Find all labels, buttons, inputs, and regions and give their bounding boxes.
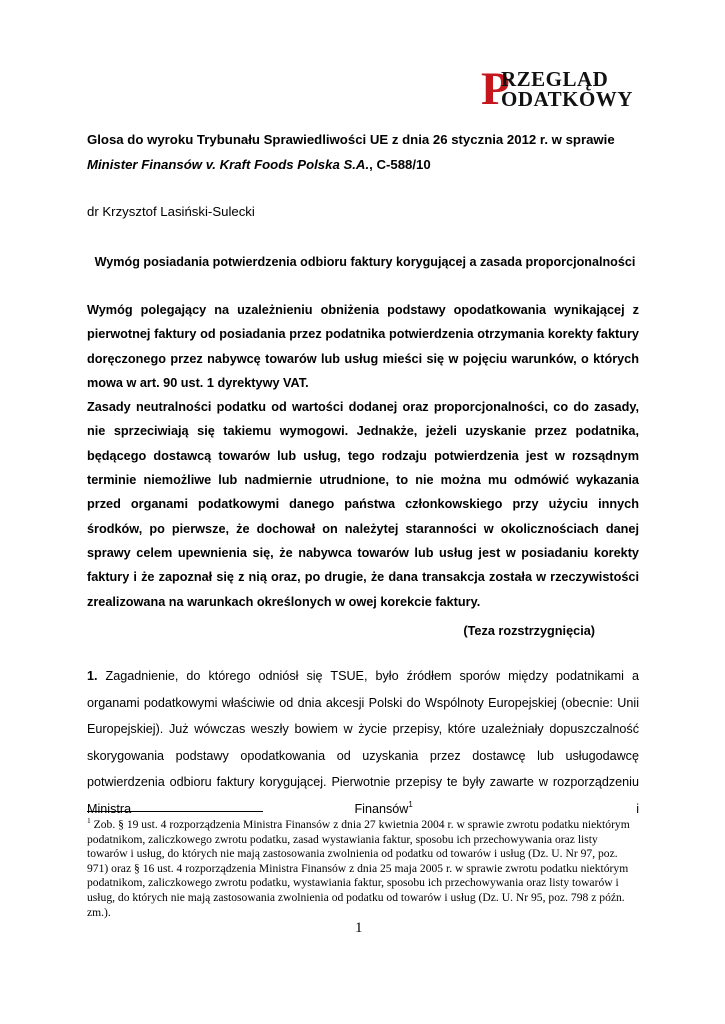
thesis-caption: (Teza rozstrzygnięcia)	[463, 624, 595, 638]
przeglad-podatkowy-logo	[481, 63, 633, 115]
body-text-end: i	[412, 801, 640, 816]
footnote-number: 1	[87, 816, 91, 825]
logo-line-1: RZEGLĄD	[501, 67, 609, 91]
footnote-1	[87, 818, 639, 920]
article-subtitle: Wymóg posiadania potwierdzenia odbioru faktury korygującej a zasada proporcjonalności	[94, 255, 636, 269]
document-title	[87, 127, 643, 177]
title-case-name: Minister Finansów v. Kraft Foods Polska S.A.	[87, 157, 370, 172]
footnote-text: Zob. § 19 ust. 4 rozporządzenia Ministra Finansów z dnia 27 kwietnia 2004 r. w sprawie zwrotu podatku niektórym podatnikom, zaliczkowego zwrotu podatku, zasad wystawiania faktur, sposobu ich przechowywania oraz listy towarów i usług, do których nie mają zastosowania zwolnienia od podatku od towarów i usług (Dz. U. Nr 97, poz. 971) oraz § 16 ust. 4 rozporządzenia Ministra Finansów z dnia 25 maja 2005 r. w sprawie zwrotu podatku niektórym podatnikom, zaliczkowego zwrotu podatku, wystawiania faktur, sposobu ich przechowywania oraz listy towarów i usług, do których nie mają zastosowania zwolnienia od podatku od towarów i usług (Dz. U. Nr 95, poz. 798 z późn. zm.).	[87, 818, 630, 919]
title-text-1: Glosa do wyroku Trybunału Sprawiedliwości UE z dnia 26 stycznia 2012 r. w sprawie	[87, 132, 615, 147]
section-number: 1.	[87, 669, 98, 683]
thesis-paragraph-1: Wymóg polegający na uzależnieniu obniżenia podstawy opodatkowania wynikającej z pierwotnej faktury od posiadania przez podatnika potwierdzenia otrzymania korekty faktury doręczonego przez nabywcę towarów lub usług mieści się w pojęciu warunków, o których mowa w art. 90 ust. 1 dyrektywy VAT.	[87, 303, 639, 390]
thesis-paragraph-2: Zasady neutralności podatku od wartości dodanej oraz proporcjonalności, co do zasady, nie sprzeciwiają się takiemu wymogowi. Jednakże, jeżeli uzyskanie przez podatnika, będącego dostawcą towarów lub usług, tego rodzaju potwierdzenia jest w rozsądnym terminie niemożliwe lub nadmiernie utrudnione, to nie można mu odmówić wykazania przed organami podatkowymi danego państwa członkowskiego przy użyciu innych środków, po pierwsze, że dochował on należytej staranności w okolicznościach danej sprawy celem upewnienia się, że nabywca towarów lub usług jest w posiadaniu korekty faktury i że zapoznał się z nią oraz, po drugie, że dana transakcja została w rzeczywistości zrealizowana na warunkach określonych w owej korekcie faktury.	[87, 400, 639, 609]
footnote-reference[interactable]: 1	[408, 799, 413, 809]
thesis-block	[87, 298, 639, 614]
footnote-separator	[87, 811, 263, 812]
body-paragraph-1	[87, 663, 639, 822]
author: dr Krzysztof Lasiński-Sulecki	[87, 204, 255, 219]
page-number: 1	[355, 920, 363, 936]
title-text-2: , C-588/10	[369, 157, 431, 172]
logo-initial: P	[481, 63, 510, 115]
body-text: Zagadnienie, do którego odniósł się TSUE, było źródłem sporów między podatnikami a organami podatkowymi właściwie od dnia akcesji Polski do Wspólnoty Europejskiej (obecnie: Unii Europejskiej). Już wówczas weszły bowiem w życie przepisy, które uzależniały dopuszczalność skorygowania podstawy opodatkowania od uzyskania przez dostawcę lub usługodawcę potwierdzenia odbioru faktury korygującej. Pierwotnie przepisy te były zawarte w rozporządzeniu Ministra Finansów	[87, 669, 639, 816]
logo-line-2: ODATKOWY	[501, 87, 633, 111]
